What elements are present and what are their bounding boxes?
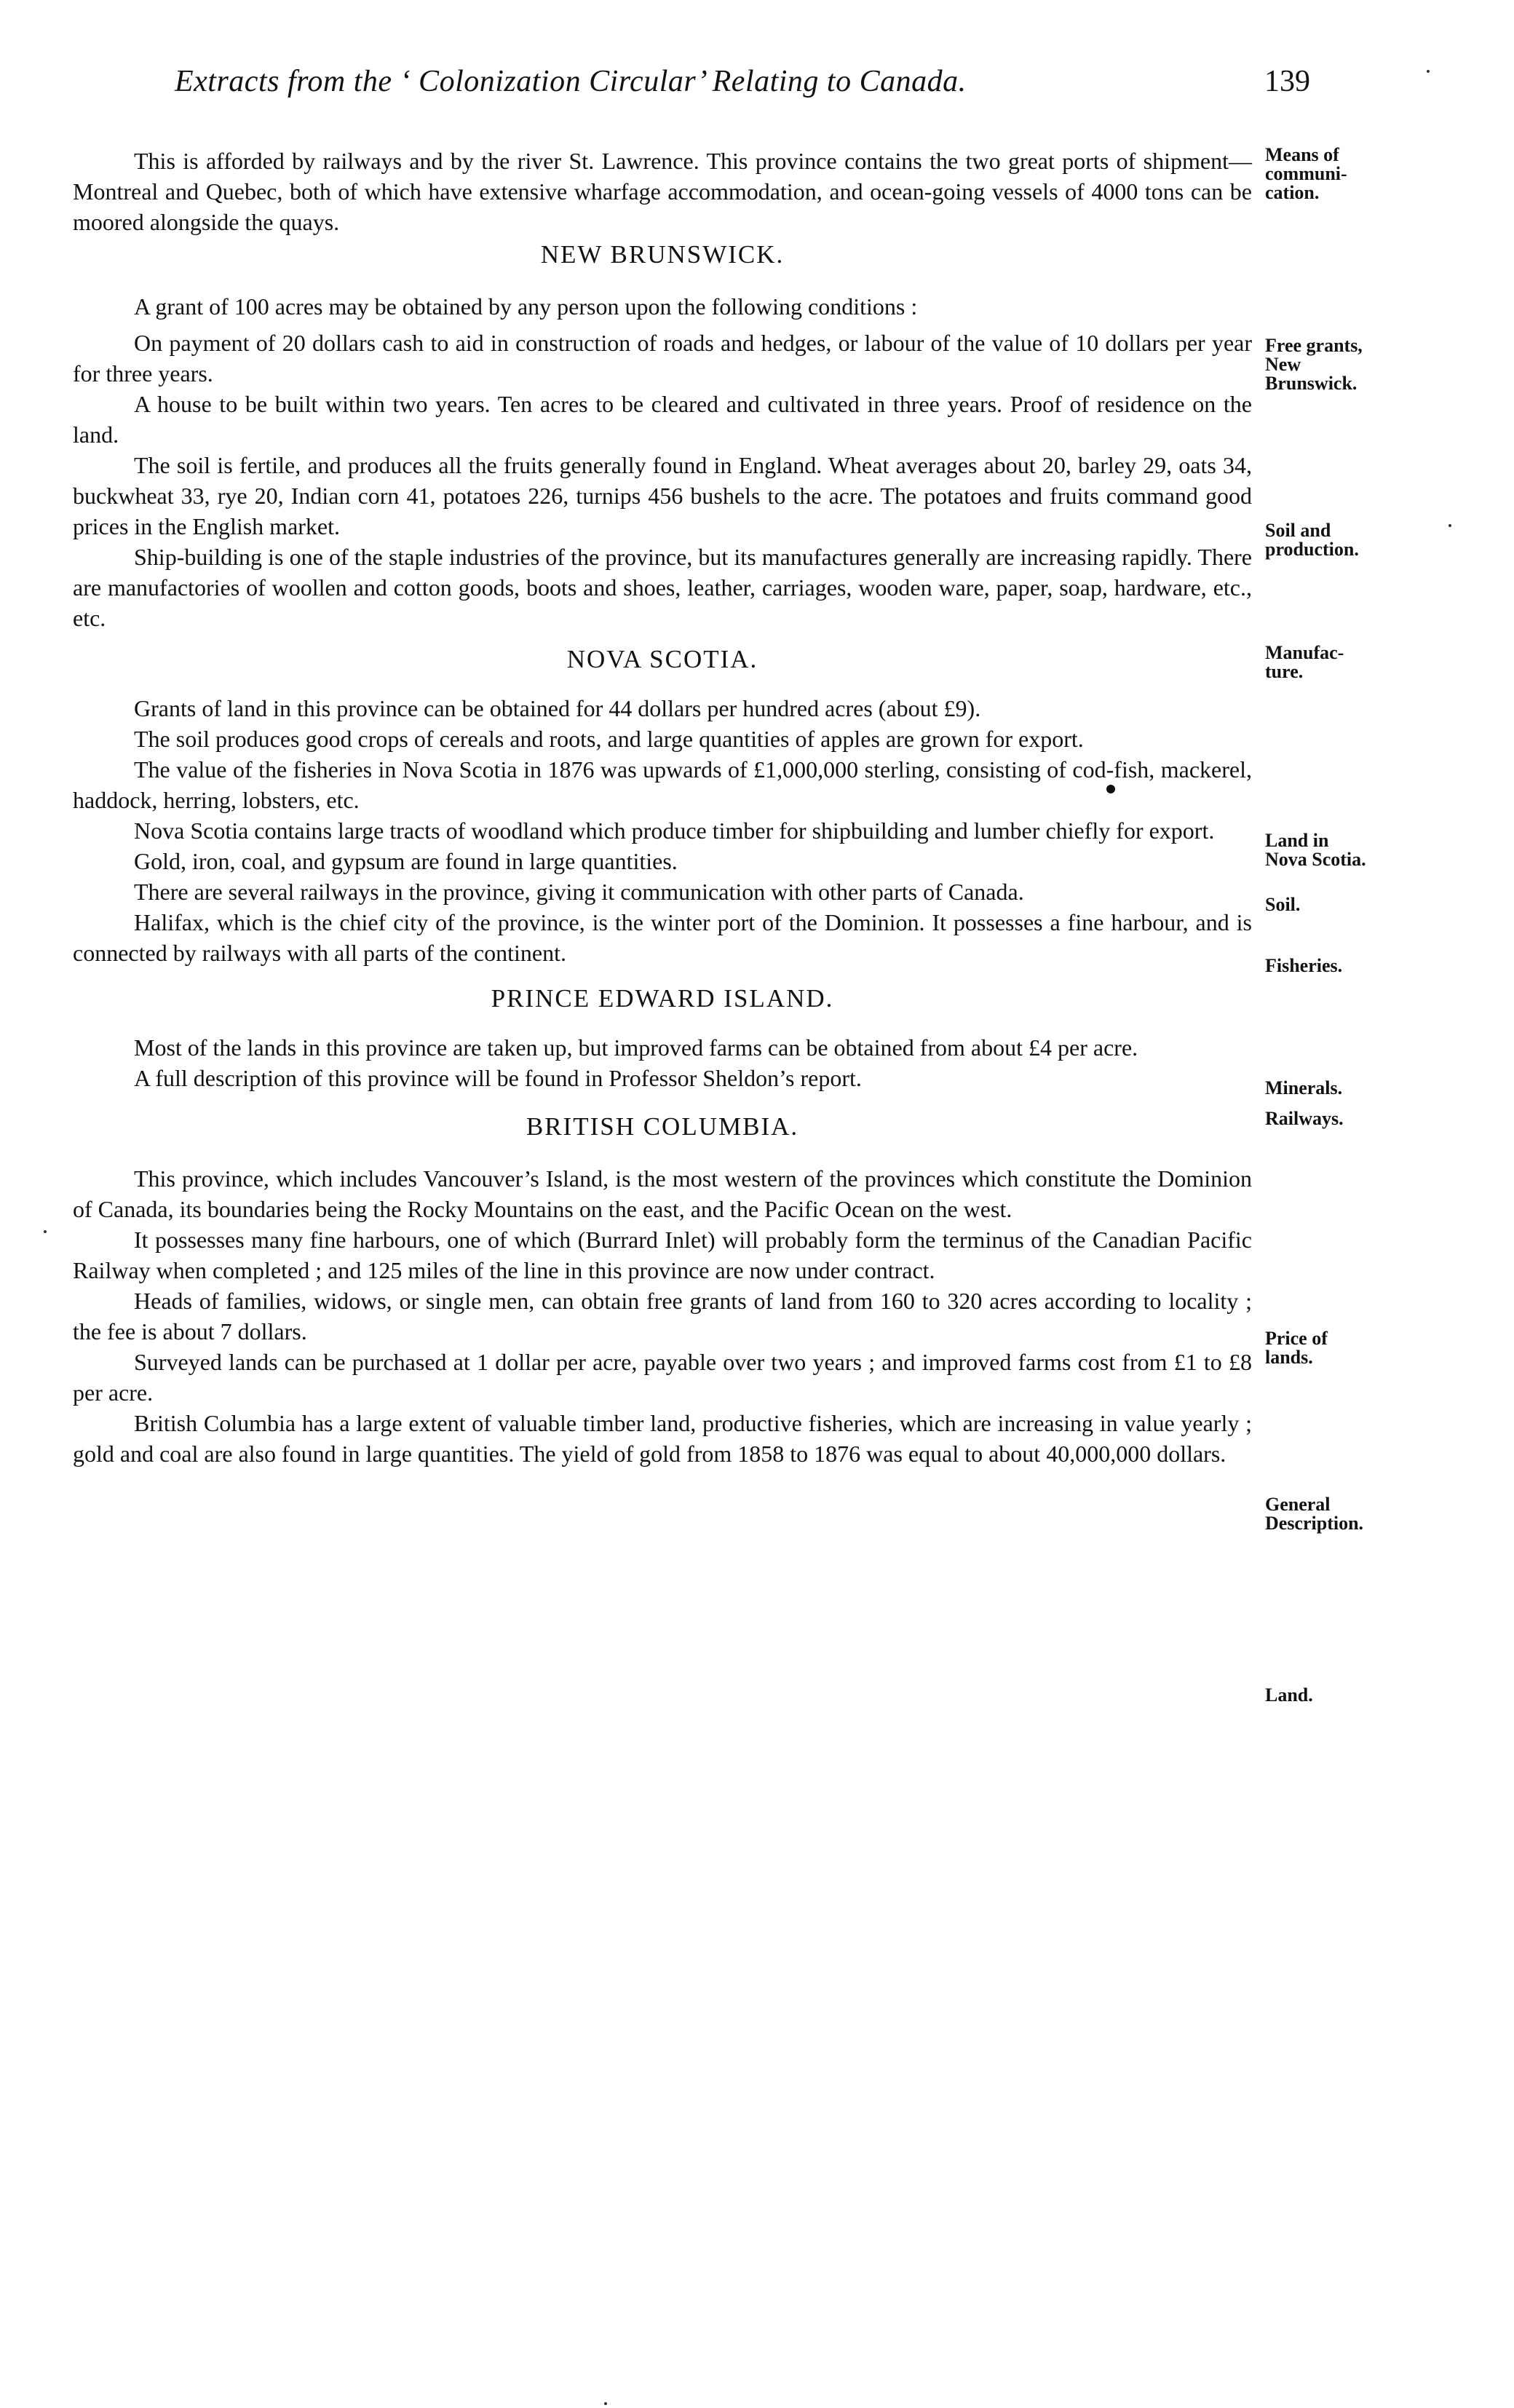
paragraph: On payment of 20 dollars cash to aid in construction of roads and hedges, or labour of the value of 10 dollars per year for three years. xyxy=(73,330,1252,387)
paragraph: The soil is fertile, and produces all the fruits generally found in England. Wheat averages about 20, barley 29, oats 34, buckwheat 33, rye 20, Indian corn 41, potatoes 226, turnips 456 bushels to the acre. The potatoes and fruits command good prices in the English market. xyxy=(73,452,1252,539)
section-heading-nova-scotia: NOVA SCOTIA. xyxy=(566,645,758,673)
print-speck xyxy=(44,1230,47,1233)
print-speck xyxy=(1106,785,1115,793)
margin-note-free-grants: Free grants, New Brunswick. xyxy=(1265,335,1363,394)
paragraph: The soil produces good crops of cereals and roots, and large quantities of apples are grown for export. xyxy=(134,726,1084,752)
margin-note-land-in-nova-scotia: Land in Nova Scotia. xyxy=(1265,830,1366,870)
paragraph: A full description of this province will be found in Professor Sheldon’s report. xyxy=(134,1065,862,1091)
paragraph: Gold, iron, coal, and gypsum are found in large quantities. xyxy=(134,848,678,874)
print-speck xyxy=(1448,524,1451,527)
paragraph: This province, which includes Vancouver’s Island, is the most western of the provinces which constitute the Dominion of Canada, its boundaries being the Rocky Mountains on the east, and the Pacific Ocean on the west. xyxy=(73,1165,1252,1222)
paragraph: A house to be built within two years. Ten acres to be cleared and cultivated in three years. Proof of residence on the land. xyxy=(73,391,1252,448)
print-speck xyxy=(604,2402,607,2405)
margin-note-manufacture: Manufac- ture. xyxy=(1265,642,1344,682)
paragraph: Most of the lands in this province are taken up, but improved farms can be obtained from about £4 per acre. xyxy=(134,1034,1138,1061)
margin-note-soil-and-production: Soil and production. xyxy=(1265,520,1359,560)
section-heading-prince-edward-island: PRINCE EDWARD ISLAND. xyxy=(491,984,834,1013)
paragraph: Surveyed lands can be purchased at 1 dollar per acre, payable over two years ; and improved farms cost from £1 to £8 per acre. xyxy=(73,1349,1252,1406)
paragraph: A grant of 100 acres may be obtained by any person upon the following conditions : xyxy=(134,293,918,320)
margin-note-soil: Soil. xyxy=(1265,894,1301,915)
margin-note-general-description: General Description. xyxy=(1265,1494,1364,1534)
paragraph: There are several railways in the province, giving it communication with other parts of Canada. xyxy=(134,879,1024,905)
paragraph: Heads of families, widows, or single men, can obtain free grants of land from 160 to 320 acres according to locality ; the fee is about 7 dollars. xyxy=(73,1288,1252,1344)
margin-note-means-of-communication: Means of communi- cation. xyxy=(1265,144,1347,203)
margin-note-railways: Railways. xyxy=(1265,1108,1344,1129)
paragraph: This is afforded by railways and by the river St. Lawrence. This province contains the two great ports of shipment—Montreal and Quebec, both of which have extensive wharfage accommodation, and ocean-going vessels of 4000 tons can be moored alongside the quays. xyxy=(73,148,1252,235)
section-heading-british-columbia: BRITISH COLUMBIA. xyxy=(526,1112,799,1141)
page-number: 139 xyxy=(1264,65,1310,98)
margin-note-price-of-lands: Price of lands. xyxy=(1265,1328,1328,1368)
paragraph: Ship-building is one of the staple industries of the province, but its manufactures generally are increasing rapidly. There are manufactories of woollen and cotton goods, boots and shoes, leather, carriages, wooden ware, paper, soap, hardware, etc., etc. xyxy=(73,544,1252,631)
paragraph: It possesses many fine harbours, one of which (Burrard Inlet) will probably form the terminus of the Canadian Pacific Railway when completed ; and 125 miles of the line in this province are now under contract. xyxy=(73,1227,1252,1283)
paragraph: Grants of land in this province can be obtained for 44 dollars per hundred acres (about £9). xyxy=(134,695,981,721)
print-speck xyxy=(1427,70,1430,73)
paragraph: Halifax, which is the chief city of the province, is the winter port of the Dominion. It possesses a fine harbour, and is connected by railways with all parts of the continent. xyxy=(73,909,1252,966)
running-title: Extracts from the ‘ Colonization Circular’ Relating to Canada. xyxy=(175,65,967,98)
margin-note-land: Land. xyxy=(1265,1684,1313,1706)
running-header xyxy=(175,64,1310,115)
main-text xyxy=(73,138,1252,1469)
margin-note-fisheries: Fisheries. xyxy=(1265,955,1343,976)
paragraph: Nova Scotia contains large tracts of woodland which produce timber for shipbuilding and lumber chiefly for export. xyxy=(134,817,1215,844)
paragraph: British Columbia has a large extent of valuable timber land, productive fisheries, which are increasing in value yearly ; gold and coal are also found in large quantities. The yield of gold from 1858 to 1876 was equal to about 40,000,000 dollars. xyxy=(73,1410,1252,1467)
paragraph: The value of the fisheries in Nova Scotia in 1876 was upwards of £1,000,000 sterling, consisting of cod-fish, mackerel, haddock, herring, lobsters, etc. xyxy=(73,756,1252,813)
section-heading-new-brunswick: NEW BRUNSWICK. xyxy=(540,240,785,269)
margin-note-minerals: Minerals. xyxy=(1265,1077,1343,1098)
